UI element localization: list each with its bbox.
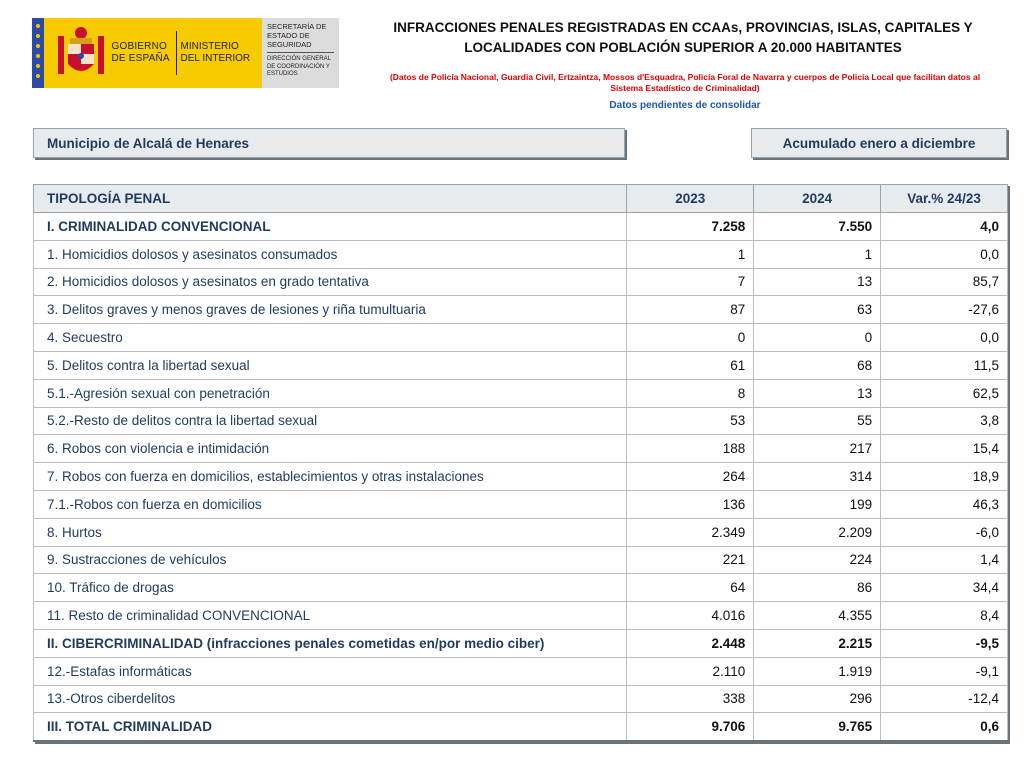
value-2023: 338 bbox=[627, 685, 754, 713]
value-2024: 68 bbox=[754, 351, 881, 379]
value-2023: 8 bbox=[627, 379, 754, 407]
value-2024: 2.209 bbox=[754, 518, 881, 546]
header-2024: 2024 bbox=[754, 185, 881, 213]
municipio-box: Municipio de Alcalá de Henares bbox=[33, 128, 625, 158]
row-label: 5.1.-Agresión sexual con penetración bbox=[34, 379, 627, 407]
value-2024: 199 bbox=[754, 490, 881, 518]
value-2024: 1 bbox=[754, 240, 881, 268]
row-label: 3. Delitos graves y menos graves de lesiones y riña tumultuaria bbox=[34, 296, 627, 324]
value-2023: 2.349 bbox=[627, 518, 754, 546]
value-2024: 224 bbox=[754, 546, 881, 574]
table-row bbox=[34, 490, 1008, 518]
value-variacion: 11,5 bbox=[881, 351, 1008, 379]
value-2023: 0 bbox=[627, 324, 754, 352]
row-label: 11. Resto de criminalidad CONVENCIONAL bbox=[34, 602, 627, 630]
value-2023: 1 bbox=[627, 240, 754, 268]
value-2024: 55 bbox=[754, 407, 881, 435]
eu-flag-strip bbox=[32, 18, 44, 88]
table-row bbox=[34, 518, 1008, 546]
gobierno-logo bbox=[32, 18, 339, 88]
row-label: 5. Delitos contra la libertad sexual bbox=[34, 351, 627, 379]
value-variacion: 15,4 bbox=[881, 435, 1008, 463]
value-2024: 13 bbox=[754, 268, 881, 296]
table-row bbox=[34, 407, 1008, 435]
table-row bbox=[34, 268, 1008, 296]
value-2023: 188 bbox=[627, 435, 754, 463]
value-variacion: 0,0 bbox=[881, 324, 1008, 352]
value-2024: 86 bbox=[754, 574, 881, 602]
value-variacion: 62,5 bbox=[881, 379, 1008, 407]
header-tipologia: TIPOLOGÍA PENAL bbox=[34, 185, 627, 213]
table-row bbox=[34, 213, 1008, 241]
table-row bbox=[34, 546, 1008, 574]
table-row bbox=[34, 240, 1008, 268]
value-2023: 61 bbox=[627, 351, 754, 379]
table-row bbox=[34, 351, 1008, 379]
value-2023: 136 bbox=[627, 490, 754, 518]
value-variacion: 34,4 bbox=[881, 574, 1008, 602]
value-2023: 221 bbox=[627, 546, 754, 574]
value-variacion: 0,0 bbox=[881, 240, 1008, 268]
row-label: 4. Secuestro bbox=[34, 324, 627, 352]
table-row bbox=[34, 463, 1008, 491]
row-label: 9. Sustracciones de vehículos bbox=[34, 546, 627, 574]
value-2024: 314 bbox=[754, 463, 881, 491]
table-row bbox=[34, 602, 1008, 630]
value-2024: 0 bbox=[754, 324, 881, 352]
header-2023: 2023 bbox=[627, 185, 754, 213]
value-variacion: -27,6 bbox=[881, 296, 1008, 324]
row-label: 7. Robos con fuerza en domicilios, establecimientos y otras instalaciones bbox=[34, 463, 627, 491]
value-2023: 87 bbox=[627, 296, 754, 324]
row-label: II. CIBERCRIMINALIDAD (infracciones penales cometidas en/por medio ciber) bbox=[34, 629, 627, 657]
value-variacion: 1,4 bbox=[881, 546, 1008, 574]
table-row bbox=[34, 435, 1008, 463]
value-variacion: 46,3 bbox=[881, 490, 1008, 518]
periodo-box: Acumulado enero a diciembre bbox=[751, 128, 1007, 158]
value-2023: 9.706 bbox=[627, 713, 754, 741]
row-label: 8. Hurtos bbox=[34, 518, 627, 546]
row-label: III. TOTAL CRIMINALIDAD bbox=[34, 713, 627, 741]
row-label: 10. Tráfico de drogas bbox=[34, 574, 627, 602]
row-label: I. CRIMINALIDAD CONVENCIONAL bbox=[34, 213, 627, 241]
ministerio-label: MINISTERIO DEL INTERIOR bbox=[180, 41, 251, 64]
value-2023: 264 bbox=[627, 463, 754, 491]
value-2023: 4.016 bbox=[627, 602, 754, 630]
value-variacion: -12,4 bbox=[881, 685, 1008, 713]
value-2024: 9.765 bbox=[754, 713, 881, 741]
value-2024: 63 bbox=[754, 296, 881, 324]
value-variacion: 18,9 bbox=[881, 463, 1008, 491]
table-header-row bbox=[34, 185, 1008, 213]
table-row bbox=[34, 574, 1008, 602]
value-2023: 2.110 bbox=[627, 657, 754, 685]
value-2024: 13 bbox=[754, 379, 881, 407]
header-variacion: Var.% 24/23 bbox=[881, 185, 1008, 213]
value-variacion: 4,0 bbox=[881, 213, 1008, 241]
value-2023: 7.258 bbox=[627, 213, 754, 241]
value-2023: 64 bbox=[627, 574, 754, 602]
source-note: (Datos de Policía Nacional, Guardia Civil, Ertzaintza, Mossos d'Esquadra, Policía Foral de Navarra y cuerpos de Policía Local que facilitan datos al Sistema Estadístico de Criminalidad) bbox=[389, 72, 981, 93]
value-variacion: -9,1 bbox=[881, 657, 1008, 685]
value-2024: 7.550 bbox=[754, 213, 881, 241]
value-2024: 217 bbox=[754, 435, 881, 463]
value-variacion: 8,4 bbox=[881, 602, 1008, 630]
value-2024: 4.355 bbox=[754, 602, 881, 630]
value-variacion: 85,7 bbox=[881, 268, 1008, 296]
table-row bbox=[34, 657, 1008, 685]
row-label: 6. Robos con violencia e intimidación bbox=[34, 435, 627, 463]
table-row bbox=[34, 629, 1008, 657]
value-2024: 2.215 bbox=[754, 629, 881, 657]
table-row bbox=[34, 379, 1008, 407]
table-row bbox=[34, 685, 1008, 713]
value-2024: 1.919 bbox=[754, 657, 881, 685]
row-label: 5.2.-Resto de delitos contra la libertad sexual bbox=[34, 407, 627, 435]
value-variacion: 3,8 bbox=[881, 407, 1008, 435]
pending-note: Datos pendientes de consolidar bbox=[609, 100, 761, 111]
value-2023: 53 bbox=[627, 407, 754, 435]
crime-table bbox=[33, 184, 1008, 742]
direccion-label: DIRECCIÓN GENERAL DE COORDINACIÓN Y ESTUDIOS bbox=[266, 56, 331, 77]
value-2024: 296 bbox=[754, 685, 881, 713]
row-label: 12.-Estafas informáticas bbox=[34, 657, 627, 685]
row-label: 7.1.-Robos con fuerza en domicilios bbox=[34, 490, 627, 518]
page-title: INFRACCIONES PENALES REGISTRADAS EN CCAAs, PROVINCIAS, ISLAS, CAPITALES Y LOCALIDADES CON POBLACIÓN SUPERIOR A 20.000 HABITANTES bbox=[393, 20, 973, 55]
value-2023: 7 bbox=[627, 268, 754, 296]
secretaria-label: SECRETARÍA DE ESTADO DE SEGURIDAD bbox=[266, 22, 327, 49]
table-row bbox=[34, 713, 1008, 741]
value-2023: 2.448 bbox=[627, 629, 754, 657]
coat-of-arms-icon bbox=[56, 26, 106, 80]
table-row bbox=[34, 324, 1008, 352]
row-label: 1. Homicidios dolosos y asesinatos consumados bbox=[34, 240, 627, 268]
value-variacion: 0,6 bbox=[881, 713, 1008, 741]
value-variacion: -6,0 bbox=[881, 518, 1008, 546]
row-label: 13.-Otros ciberdelitos bbox=[34, 685, 627, 713]
gobierno-label: GOBIERNO DE ESPAÑA bbox=[111, 41, 170, 64]
table-row bbox=[34, 296, 1008, 324]
value-variacion: -9,5 bbox=[881, 629, 1008, 657]
row-label: 2. Homicidios dolosos y asesinatos en grado tentativa bbox=[34, 268, 627, 296]
